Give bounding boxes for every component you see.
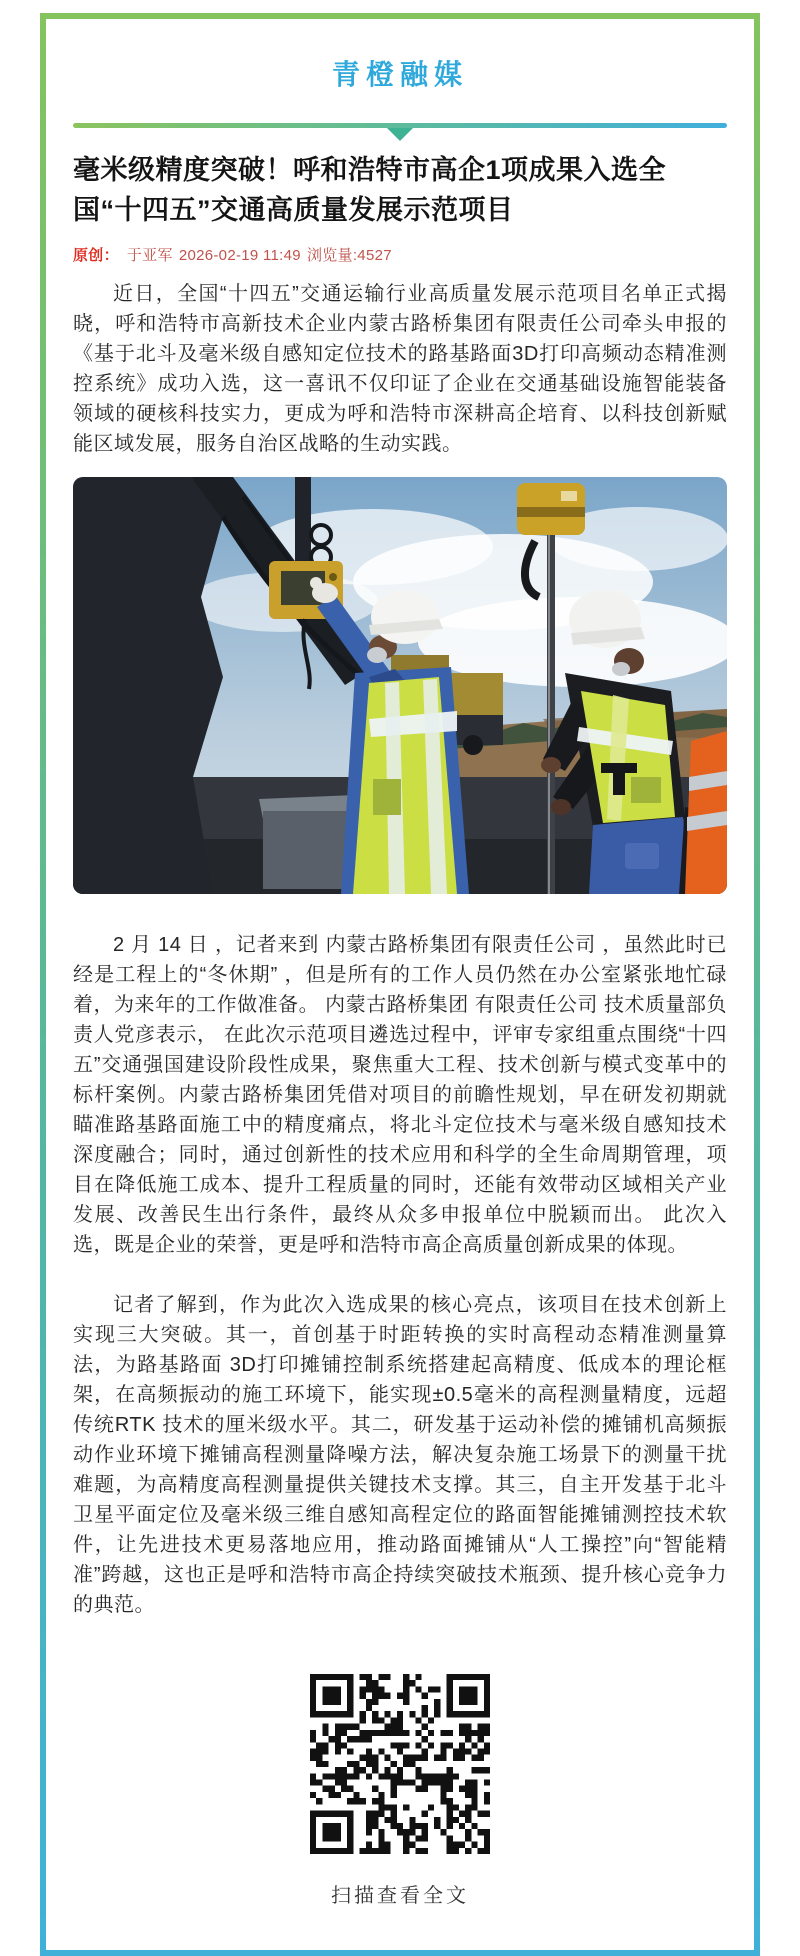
byline-datetime: 2026-02-19 11:49	[178, 247, 301, 264]
paragraph-3: 记者了解到，作为此次入选成果的核心亮点，该项目在技术创新上实现三大突破。其一，首创基于时距转换的实时高程动态精准测量算法，为路基路面 3D打印摊铺控制系统搭建起高精度、低成本的理论框架，在高频振动的施工环境下，能实现±0.5毫米的高程测量精度，远超传统RTK 技术的厘米级水平。其二，研发基于运动补偿的摊铺机高频振动作业环境下摊铺高程测量降噪方法，解决复杂施工场景下的测量干扰难题，为高精度高程测量提供关键技术支撑。其三，自主开发基于北斗卫星平面定位及毫米级三维自感知高程定位的路面智能摊铺测控技术软件，让先进技术更易落地应用，推动路面摊铺从“人工操控”向“智能精准”跨越，这也正是呼和浩特市高企持续突破技术瓶颈、提升核心竞争力的典范。	[73, 1294, 727, 1616]
byline-views: 浏览量:4527	[306, 247, 392, 264]
qr-caption: 扫描查看全文	[331, 1885, 469, 1907]
original-tag: 原创：	[73, 247, 119, 264]
byline-author: 于亚军	[126, 247, 173, 264]
article-card	[40, 13, 760, 1956]
article-title: 毫米级精度突破！呼和浩特市高企1项成果入选全国“十四五”交通高质量发展示范项目	[73, 155, 667, 225]
paragraph-1: 近日，全国“十四五”交通运输行业高质量发展示范项目名单正式揭晓，呼和浩特市高新技术企业内蒙古路桥集团有限责任公司牵头申报的《基于北斗及毫米级自感知定位技术的路基路面3D打印高频动态精准测控系统》成功入选，这一喜讯不仅印证了企业在交通基础设施智能装备领域的硬核科技实力，更成为呼和浩特市深耕高企培育、以科技创新赋能区域发展，服务自治区战略的生动实践。	[73, 283, 727, 455]
byline	[73, 244, 727, 265]
brand-title: 青橙融媒	[331, 59, 468, 90]
divider-arrow-icon	[387, 128, 413, 141]
construction-site-image	[73, 477, 727, 894]
article-photo[interactable]	[73, 477, 727, 894]
paragraph-2: 2 月 14 日 ，记者来到 内蒙古路桥集团有限责任公司 ，虽然此时已经是工程上的“冬休期” ，但是所有的工作人员仍然在办公室紧张地忙碌着，为来年的工作做准备。 内蒙古路桥集团 有限责任公司 技术质量部负责人党彦表示， 在此次示范项目遴选过程中，评审专家组重点围绕“十四五”交通强国建设阶段性成果，聚焦重大工程、技术创新与模式变革中的标杆案例。内蒙古路桥集团凭借对项目的前瞻性规划，早在研发初期就瞄准路基路面施工中的精度痛点，将北斗定位技术与毫米级自感知技术深度融合；同时，通过创新性的技术应用和科学的全生命周期管理，项目在降低施工成本、提升工程质量的同时，还能有效带动区域相关产业发展、改善民生出行条件，最终从众多申报单位中脱颖而出。 此次入选，既是企业的荣誉，更是呼和浩特市高企高质量创新成果的体现。	[73, 934, 727, 1256]
header-divider	[73, 123, 727, 128]
qr-block	[46, 1674, 754, 1908]
qr-code[interactable]	[310, 1674, 490, 1854]
